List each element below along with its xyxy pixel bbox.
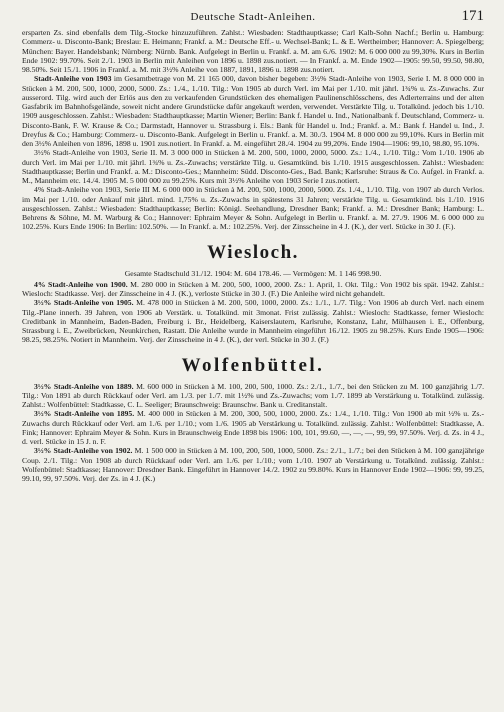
wolfenbuettel-loan-1895 bbox=[22, 409, 484, 446]
wiesloch-loan-1900 bbox=[22, 280, 484, 299]
loan-title: 3½% Stadt-Anleihe von 1889. bbox=[34, 381, 134, 391]
wolfenbuettel-loan-1889 bbox=[22, 382, 484, 410]
wiesbaden-1903-paragraph bbox=[22, 74, 484, 148]
section-heading-wolfenbuettel: Wolfenbüttel. bbox=[181, 354, 325, 376]
wiesloch-loan-1905 bbox=[22, 298, 484, 344]
loan-title: 3½% Stadt-Anleihe von 1905. bbox=[34, 298, 134, 308]
wiesloch-summary: Gesamte Stadtschuld 31./12. 1904: M. 604 178.46. — Vermögen: M. 1 146 998.90. bbox=[124, 268, 382, 278]
wiesloch-body bbox=[22, 280, 484, 345]
loan-text: M. 478 000 in Stücken à M. 200, 500, 1000, 2000. Zs.: 1./1., 1./7. Tilg.: Von 1906 ab durch Verl. nach einem Tilg.-Plane innerh. 39 Jahren, von 1906 ab Verstärk. u. Totalkünd. mit 3monat. Frist zulässig. Zahlst.: Wiesloch: Stadtkasse, ferner Wiesloch: Creditbank in Mannheim, Baden-Baden, Freiburg i. Br., Heidelberg, Kaiserslautern, Karlsruhe, Konstanz, Lahr, Mülhausen i. E., Offenburg, Strassburg i. E., Zweibrücken, Neunkirchen, Rastatt. Die Anleihe wurde in Mannheim eingeführt 16./12. 1905 zu 98.25%. Kurs Ende 1905—1906: 98.25, 98.25%. Notiert in Mannheim. Verj. der Zinsscheine in 4 J. (K.), der verl. Stücke in 30 J. (F.) bbox=[22, 298, 484, 345]
page-header bbox=[22, 8, 484, 28]
continued-paragraph: ersparten Zs. sind ebenfalls dem Tilg.-Stocke hinzuzuführen. Zahlst.: Wiesbaden: Stadthauptkasse; Carl Kalb-Sohn Nachf.; Berlin u. Hamburg: Commerz- u. Disconto-Bank; Breslau: E. Heimann; Frankf. a. M.: Deutsche Eff.- u. Wechsel-Bank; L. & E. Wertheimber; Hannover: A. Spiegelberg; München: Bayer. Handelsbank; Nürnberg: Nürnb. Bank. Aufgelegt in Berlin u. Frankf. a. M. am 6./6. 1902: M. 6 000 000 zu 99,30%. Kurs in Berlin Ende 1902: 99.70%. Seit 2./1. 1903 in Berlin mit Anleihen von 1896 u. 1898 zus.notiert. — In Frankf. a. M. Ende 1902—1905: 99.50, 99.50, 98.80, 98.50%. Seit 15./1. 1906 in Frankf. a. M. mit 3½% Anleihe von 1887, 1891, 1896 u. 1898 zus.notiert. bbox=[22, 28, 484, 74]
wolfenbuettel-body bbox=[22, 382, 484, 484]
body-text bbox=[22, 28, 484, 232]
wiesbaden-serie2-paragraph: 3½% Stadt-Anleihe von 1903, Serie II. M. 3 000 000 in Stücken à M. 200, 500, 1000, 2000, 5000. Zs.: 1./4., 1./10. Tilg.: Vom 1./10. 1906 ab durch Verl. im Mai per 1./10. mit jährl. 1¾% u. Zs.-Zuwachs; verstärkte Tilg. u. Gesamtkünd. bis 1./10. 1915 ausgeschlossen. Zahlst.: Wiesbaden: Stadthauptkasse; Berlin und Frankf. a. M.: Disconto-Ges.; Mannheim: Südd. Disconto-Ges., Bad. Bank; Karlsruhe: Straus & Co. Aufgel. in Frankf. a. M., Mannheim etc. 14./4. 1905 M. 5 000 000 zu 99.25%. Kurs mit 3½% Anleihe von 1903 Serie I zus.notiert. bbox=[22, 148, 484, 185]
loan-text: M. 400 000 in Stücken à M. 200, 300, 500, 1000, 2000. Zs.: 1./4., 1./10. Tilg.: Von 1900 ab mit ½% u. Zs.-Zuwachs durch Rückkauf oder Verl. am 1./6. per 1./10.; vom 1./6. 1905 ab Verstärkung u. Totalkünd. zulässig. Zahlst.: Wolfenbüttel: Stadtkasse, A. Fink; Hannover: Ephraim Meyer & Sohn. Kurs in Braunschweig Ende 1898 bis 1906: 100, 101, 99.60, —, —, —, 99, 99, 97.50%. Verj. d. Zs. in 4 J., d. verl. Stücke in 15 J. n. F. bbox=[22, 409, 484, 446]
page-number: 171 bbox=[461, 8, 484, 24]
loan-title: 3½% Stadt-Anleihe von 1902. bbox=[34, 446, 133, 456]
wiesbaden-serie3-paragraph: 4% Stadt-Anleihe von 1903, Serie III M. 6 000 000 in Stücken à M. 200, 500, 1000, 2000, 5000. Zs. 1./4., 1./10. Tilg. von 1907 ab durch Verlos. im Mai per 1./10. oder Ankauf mit jährl. mind. 1,75% u. Zs.-Zuwachs in spätestens 31 Jahren; verstärkte Tilg. u. Gesamtkünd. bis 1./10. 1916 ausgeschlossen. Zahlst.: Wiesbaden: Stadthauptkasse; Berlin: Königl. Seehandlung, Dresdner Bank; Frankf. a. M.: Dresdner Bank; Hamburg: L. Behrens & Söhne, M. M. Warburg & Co.; Hannover: Ephraim Meyer & Sohn. Aufgelegt in Berlin u. Frankf. a. M. 27./9. 1906 M. 6 000 000 zu 102.25%. Kurs Ende 1906: In Berlin: 102.50%. — In Frankf. a. M.: 102.25%. Verj. der Zinsscheine in 4 J. (K.), der verl. Stücke in 30 J. (F.). bbox=[22, 185, 484, 232]
loan-text: M. 280 000 in Stücken à M. 200, 500, 1000, 2000. Zs.: 1. April, 1. Okt. Tilg.: Von 1902 bis spät. 1942. Zahlst.: Wiesloch: Stadtkasse. Verj. der Zinsscheine in 4 J. (K.), verloste Stücke in 30 J. (F.) Die Anleihe wird nicht gehandelt. bbox=[22, 279, 484, 298]
section-heading-wiesloch: Wiesloch. bbox=[207, 241, 299, 263]
loan-title: 3½% Stadt-Anleihe von 1895. bbox=[34, 409, 135, 419]
loan-title: Stadt-Anleihe von 1903 bbox=[34, 74, 112, 84]
wolfenbuettel-loan-1902 bbox=[22, 446, 484, 483]
loan-title: 4% Stadt-Anleihe von 1900. bbox=[34, 279, 128, 289]
running-title: Deutsche Stadt-Anleihen. bbox=[190, 11, 316, 23]
document-page bbox=[22, 8, 484, 708]
loan-text: M. 1 500 000 in Stücken à M. 100, 200, 500, 1000, 5000. Zs.: 2./1., 1./7.; bei den Stücken à M. 100 ganzjährige Coup. 2./1. Tilg.: Von 1908 ab durch Rückkauf oder Verl. am 1./6. per 1./10.; vom 1./10. 1907 ab Verstärkung u. Totalkünd. zulässig. Zahlst.: Wolfenbüttel: Stadtkasse; Hannover: Dresdner Bank. Eingeführt in Hannover 14./2. 1902 zu 99.80%. Kurs in Hannover Ende 1902—1906: 99, 99.25, 99.10, 99, 97.50%. Verj. der Zs. in 4 J. (K.) bbox=[22, 446, 484, 483]
loan-text: M. 600 000 in Stücken à M. 100, 200, 500, 1000. Zs.: 2./1., 1./7., bei den Stücken zu M. 100 ganzjährig 1./7. Tilg.: Von 1891 ab durch Rückkauf oder Verl. am 1./3. per 1./7. mit 1½% und Zs.-Zuwachs; vom 1./7. 1899 ab Verstärkung u. Totalkünd. zulässig. Zahlst.: Wolfenbüttel: Stadtkasse, C. L. Seeliger; Braunschweig: Braunschw. Bank u. Creditanstalt. bbox=[22, 381, 484, 409]
loan-text: im Gesamtbetrage von M. 21 165 000, davon bisher begeben: 3½% Stadt-Anleihe von 1903, Serie I. M. 8 000 000 in Stücken à M. 200, 500, 1000, 2000, 5000. Zs.: 1./4., 1./10. Tilg.: Von 1905 ab durch Verl. im Mai per 1./10. mit jährl. 1¾% u. Zs.-Zuwachs. Zur ausserord. Tilg. wird auch der Erlös aus den zu verkaufenden Grundstücken des ehemaligen Paulinenschlösschens, des Adlerterrains und der alten Gasfabrik im Bahnhofsgelände, soweit nicht andere Grundstücke dafür angekauft werden, verwendet. Verstärkte Tilg. u. Totalkünd. jedoch bis 1./10. 1909 ausgeschlossen. Zahlst.: Wiesbaden: Stadthauptkasse; Martin Wiener; Berlin: Bank f. Handel u. Ind., Nationalbank f. Deutschland, Commerz- u. Disconto-Bank, F. W. Krause & Co.; Darmstadt, Hannover u. Strassburg i. Els.: Bank für Handel u. Ind.; Frankf. a. M.: Bank f. Handel u. Ind., J. Dreyfus & Co.; Hamburg: Commerz- u. Disconto-Bank. Aufgelegt in Berlin u. Frankf. a. M. 30./3. 1904 M. 8 000 000 zu 99,10%. Kurs in Berlin mit den 3½% Anleihen von 1896, 1898 u. 1901 zus.notiert. In Frankf. a. M. eingeführt 28./4. 1904 zu 99,20%. Ende 1904—1906: 99,10, 98.80, 95.10%. bbox=[22, 74, 484, 148]
